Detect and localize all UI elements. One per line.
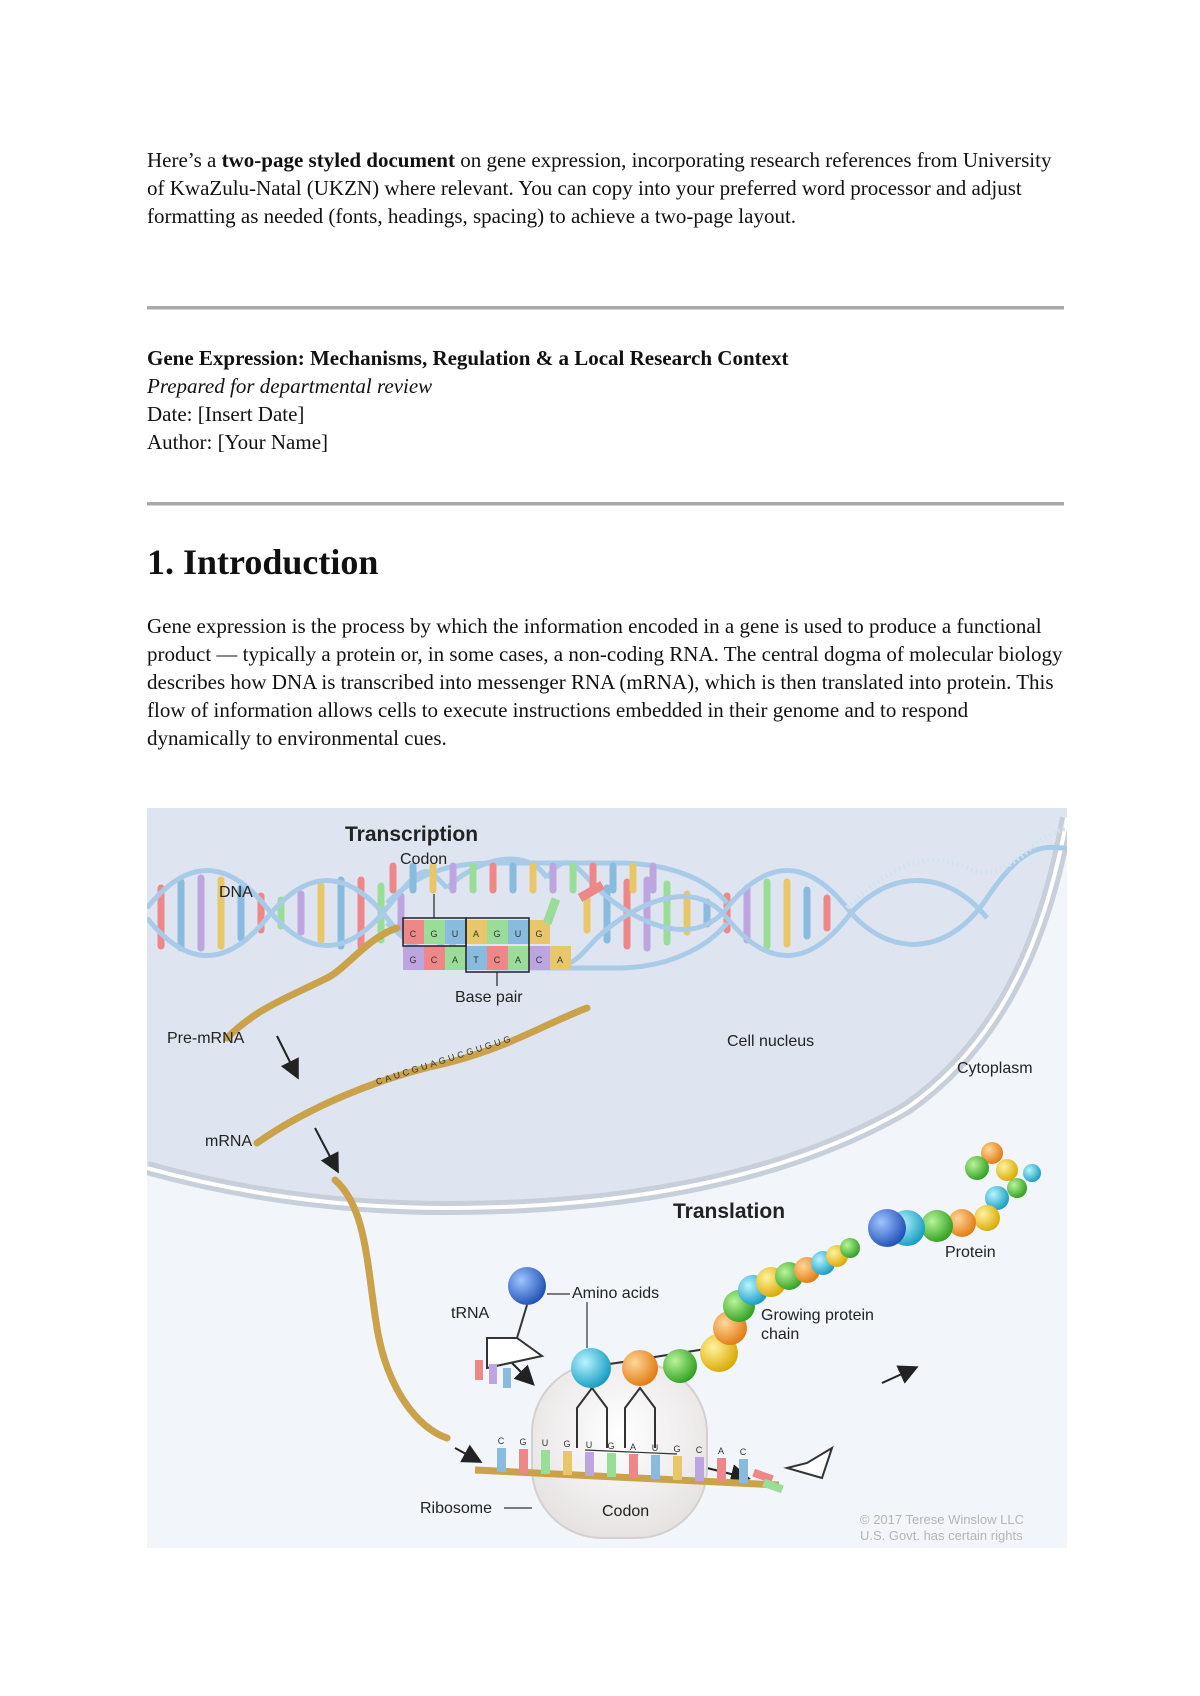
ribosome-base-1 (497, 1448, 506, 1472)
rna-base-letter-4: A (472, 929, 480, 939)
ribosome-base-3 (541, 1450, 550, 1474)
label-cytoplasm: Cytoplasm (957, 1060, 1033, 1077)
label-cell-nucleus: Cell nucleus (727, 1033, 815, 1050)
protein-bead-9 (921, 1210, 953, 1242)
label-ribosome: Ribosome (420, 1500, 493, 1517)
dna-base-letter-2: C (430, 955, 438, 965)
label-transcription: Transcription (345, 823, 479, 846)
protein-bead-7 (974, 1205, 1000, 1231)
protein-bead-5 (965, 1156, 989, 1180)
document-title: Gene Expression: Mechanisms, Regulation & a Local Research Context (147, 346, 789, 370)
ribosome-base-7 (629, 1454, 638, 1478)
chain-bead-9 (840, 1238, 860, 1258)
document-subtitle: Prepared for departmental review (147, 374, 433, 398)
rna-base-letter-2: G (430, 929, 438, 939)
amino-acid-cyan (571, 1348, 611, 1388)
dna-base-letter-6: A (514, 955, 522, 965)
rna-base-letter-7: G (535, 929, 543, 939)
horizontal-rule-top (147, 306, 1064, 310)
horizontal-rule-bottom (147, 502, 1064, 506)
ribosome-base-6 (607, 1453, 616, 1477)
protein-bead-1 (1023, 1164, 1041, 1182)
ribosome-base-letter-7: A (629, 1442, 637, 1452)
ribosome-base-letter-8: U (651, 1443, 659, 1453)
document-author: Author: [Your Name] (147, 430, 329, 454)
ribosome-base-letter-4: G (563, 1439, 571, 1449)
intro-paragraph (147, 146, 1067, 230)
dna-base-letter-8: A (556, 955, 564, 965)
label-growing-protein-chain: chain (761, 1326, 800, 1343)
introduction-paragraph: Gene expression is the process by which the information encoded in a gene is used to produce a functional product — typically a protein or, in some cases, a non-coding RNA. The central dogma of molecular biology describes how DNA is transcribed into messenger RNA (mRNA), which is then translated into protein. This flow of information allows cells to execute instructions embedded in their genome and to respond dynamically to environmental cues. (147, 614, 1063, 750)
protein-bead-2 (1007, 1178, 1027, 1198)
ribosome-base-2 (519, 1449, 528, 1473)
protein-n-terminus (868, 1209, 906, 1247)
dna-base-letter-3: A (451, 955, 459, 965)
free-trna-amino-acid (508, 1267, 546, 1305)
ribosome-base-10 (695, 1457, 704, 1481)
label-codon-bottom: Codon (602, 1503, 650, 1520)
dna-base-letter-5: C (493, 955, 501, 965)
figure-canvas (147, 808, 1067, 1548)
label-pre-mrna: Pre-mRNA (167, 1030, 245, 1047)
label-translation: Translation (673, 1200, 786, 1223)
ribosome-base-letter-10: C (695, 1445, 703, 1455)
free-trna-anticodon-2 (489, 1364, 497, 1384)
copyright-line-1: © 2017 Terese Winslow LLC (860, 1512, 1024, 1527)
rna-base-letter-1: C (409, 929, 417, 939)
rna-base-letter-6: U (514, 929, 522, 939)
free-trna-anticodon-3 (503, 1368, 511, 1388)
amino-acid-orange (622, 1350, 658, 1386)
dna-base-letter-4: T (473, 955, 479, 965)
ribosome-base-8 (651, 1455, 660, 1479)
copyright-line-2: U.S. Govt. has certain rights (860, 1528, 1023, 1543)
dna-base-letter-1: G (409, 955, 417, 965)
dna-base-letter-7: C (535, 955, 543, 965)
intro-text-end: on gene expression, incorporating research references from University of KwaZulu-Natal (UKZN) where relevant. You can copy into your preferred word processor and adjust formatting as needed (fonts, headings, spacing) to achieve a two-page layout. (147, 148, 1052, 228)
ribosome-base-9 (673, 1456, 682, 1480)
ribosome-base-5 (585, 1452, 594, 1476)
ribosome-base-letter-5: U (585, 1440, 593, 1450)
ribosome-base-letter-2: G (519, 1437, 527, 1447)
rna-base-letter-5: G (493, 929, 501, 939)
label-base-pair: Base pair (455, 989, 523, 1006)
ribosome-base-12 (739, 1459, 748, 1483)
intro-text-bold: two-page styled document (221, 148, 455, 172)
document-date: Date: [Insert Date] (147, 402, 305, 426)
ribosome-base-letter-1: C (497, 1436, 505, 1446)
free-trna-anticodon-1 (475, 1360, 483, 1380)
ribosome-base-4 (563, 1451, 572, 1475)
mrna-sequence-label: CAUCGUAGUCGUGUG (374, 1032, 515, 1087)
rna-base-letter-3: U (451, 929, 459, 939)
label-protein: Protein (945, 1244, 996, 1261)
label-trna: tRNA (451, 1305, 490, 1322)
ribosome-base-11 (717, 1458, 726, 1482)
label-amino-acids: Amino acids (572, 1285, 660, 1302)
label-growing-protein: Growing protein (761, 1307, 874, 1324)
intro-text-start: Here’s a (147, 148, 222, 172)
protein-bead-3 (996, 1159, 1018, 1181)
ribosome-base-letter-9: G (673, 1444, 681, 1454)
ribosome-base-letter-12: C (739, 1447, 747, 1457)
ribosome-base-letter-6: G (607, 1441, 615, 1451)
label-mrna: mRNA (205, 1133, 253, 1150)
label-codon-top: Codon (400, 851, 448, 868)
amino-acid-green (663, 1349, 697, 1383)
section-heading-introduction: 1. Introduction (147, 542, 379, 582)
ribosome-base-letter-3: U (541, 1438, 549, 1448)
label-dna: DNA (219, 884, 253, 901)
title-block (147, 344, 1067, 456)
ribosome-base-letter-11: A (717, 1446, 725, 1456)
gene-expression-figure (147, 808, 1067, 1548)
